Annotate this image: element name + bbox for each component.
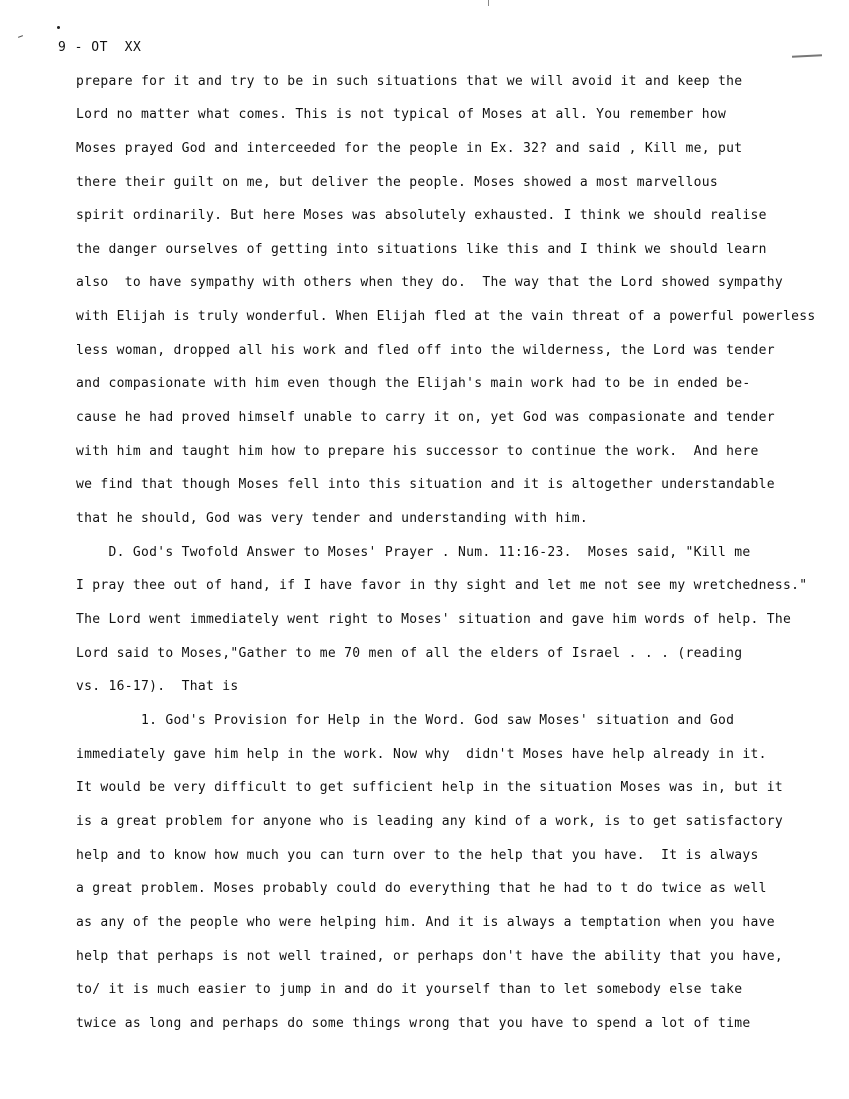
text-line-17: The Lord went immediately went right to Moses' situation and gave him words of help. The: [76, 612, 792, 627]
text-line-23: is a great problem for anyone who is leading any kind of a work, is to get satisfactory: [76, 814, 784, 829]
scan-dot: [57, 26, 60, 29]
text-line-14: that he should, God was very tender and understanding with him.: [76, 511, 588, 526]
text-line-13: we find that though Moses fell into this situation and it is altogether understandable: [76, 477, 775, 492]
text-line-5: spirit ordinarily. But here Moses was absolutely exhausted. I think we should realise: [76, 208, 767, 223]
text-line-6: the danger ourselves of getting into situations like this and I think we should learn: [76, 242, 767, 257]
scan-tick: [18, 35, 23, 38]
text-line-12: with him and taught him how to prepare his successor to continue the work. And here: [76, 444, 759, 459]
text-line-25: a great problem. Moses probably could do everything that he had to t do twice as well: [76, 881, 767, 896]
text-line-21: immediately gave him help in the work. Now why didn't Moses have help already in it.: [76, 747, 767, 762]
text-line-11: cause he had proved himself unable to carry it on, yet God was compasionate and tender: [76, 410, 775, 425]
text-line-28: to/ it is much easier to jump in and do it yourself than to let somebody else take: [76, 982, 743, 997]
text-line-26: as any of the people who were helping him. And it is always a temptation when you have: [76, 915, 775, 930]
text-line-19: vs. 16-17). That is: [76, 679, 239, 694]
text-line-18: Lord said to Moses,"Gather to me 70 men of all the elders of Israel . . . (reading: [76, 646, 743, 661]
text-line-15: D. God's Twofold Answer to Moses' Prayer . Num. 11:16-23. Moses said, "Kill me: [76, 545, 751, 560]
text-line-10: and compasionate with him even though the Elijah's main work had to be in ended be-: [76, 376, 751, 391]
text-line-16: I pray thee out of hand, if I have favor in thy sight and let me not see my wretchedness.": [76, 578, 808, 593]
text-line-9: less woman, dropped all his work and fled off into the wilderness, the Lord was tender: [76, 343, 775, 358]
text-line-8: with Elijah is truly wonderful. When Elijah fled at the vain threat of a powerful powerless: [76, 309, 816, 324]
scan-mark-top: [488, 0, 489, 6]
text-line-3: Moses prayed God and interceeded for the people in Ex. 32? and said , Kill me, put: [76, 141, 743, 156]
text-line-20: 1. God's Provision for Help in the Word. God saw Moses' situation and God: [76, 713, 735, 728]
text-line-29: twice as long and perhaps do some things wrong that you have to spend a lot of time: [76, 1016, 751, 1031]
text-line-7: also to have sympathy with others when they do. The way that the Lord showed sympathy: [76, 275, 784, 290]
text-line-1: prepare for it and try to be in such situations that we will avoid it and keep the: [76, 74, 743, 89]
text-line-24: help and to know how much you can turn over to the help that you have. It is always: [76, 848, 759, 863]
scan-dash: [792, 54, 822, 58]
text-line-27: help that perhaps is not well trained, or perhaps don't have the ability that you have,: [76, 949, 784, 964]
text-line-22: It would be very difficult to get sufficient help in the situation Moses was in, but it: [76, 780, 784, 795]
text-line-2: Lord no matter what comes. This is not typical of Moses at all. You remember how: [76, 107, 727, 122]
text-line-4: there their guilt on me, but deliver the people. Moses showed a most marvellous: [76, 175, 719, 190]
page-header: 9 - OT XX: [58, 40, 142, 55]
